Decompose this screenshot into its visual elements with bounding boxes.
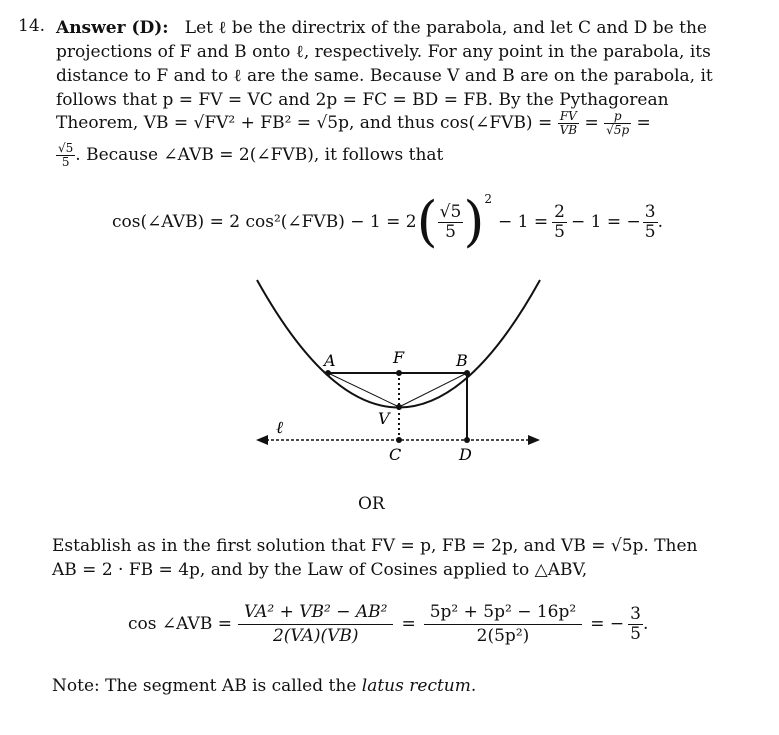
- point-d: [464, 437, 470, 443]
- p1-line6-text: . Because ∠AVB = 2(∠FVB), it follows that: [75, 145, 444, 166]
- label-v: V: [378, 409, 390, 428]
- directrix-right-arrow: [528, 435, 540, 445]
- paragraph-1-line-2: projections of F and B onto ℓ, respectively. For any point in the parabola, its: [56, 42, 711, 62]
- fraction-numerator: √5: [439, 201, 462, 222]
- problem-number: 14.: [18, 16, 46, 36]
- segment-vb: [399, 373, 467, 407]
- point-c: [396, 437, 402, 443]
- label-c: C: [389, 445, 402, 464]
- eq1-exponent: 2: [484, 192, 493, 206]
- fraction-numerator: √5: [58, 141, 74, 155]
- fraction-denominator: √5p: [606, 123, 630, 138]
- eq2-fraction-1: [238, 603, 394, 645]
- eq2-equals-neg: = −: [590, 614, 625, 634]
- fraction-denominator: 2(VA)(VB): [272, 625, 359, 646]
- fraction-denominator: 2(5p²): [476, 625, 530, 646]
- point-f: [396, 370, 402, 376]
- label-f: F: [393, 348, 405, 367]
- label-d: D: [459, 445, 472, 464]
- note-suffix: .: [470, 676, 477, 696]
- eq1-mid2: − 1 = −: [570, 212, 641, 232]
- paragraph-2-line-2: AB = 2 · FB = 4p, and by the Law of Cosines applied to △ABV,: [52, 560, 588, 580]
- eq2-equals: =: [401, 614, 416, 634]
- note-term: latus rectum: [361, 676, 471, 696]
- fraction-numerator: 5p² + 5p² − 16p²: [424, 603, 582, 625]
- directrix-left-arrow: [256, 435, 268, 445]
- p1-line5-text: Theorem, VB = √FV² + FB² = √5p, and thus cos(∠FVB) =: [56, 113, 553, 134]
- fraction-numerator: 3: [630, 603, 641, 624]
- segment-va: [328, 373, 399, 407]
- eq1-lhs: cos(∠AVB) = 2 cos²(∠FVB) − 1 = 2: [112, 212, 417, 232]
- fraction-denominator: 5: [61, 155, 70, 170]
- paragraph-2-line-1: Establish as in the first solution that FV = p, FB = 2p, and VB = √5p. Then: [52, 536, 698, 556]
- fraction-denominator: VB: [559, 123, 578, 138]
- equation-law-of-cosines: [128, 596, 648, 652]
- eq2-fraction-2: [424, 603, 582, 645]
- paragraph-1-line-4: follows that p = FV = VC and 2p = FC = BD = FB. By the Pythagorean: [56, 90, 669, 110]
- note-prefix: Note: The segment AB is called the: [52, 676, 357, 696]
- fraction-denominator: 5: [644, 221, 656, 242]
- fraction-numerator: 3: [644, 201, 656, 222]
- equals-sign: =: [636, 113, 651, 134]
- fraction-numerator: VA² + VB² − AB²: [238, 603, 394, 625]
- or-separator: OR: [358, 494, 385, 514]
- eq1-end: .: [657, 212, 663, 232]
- right-paren: ): [463, 190, 485, 253]
- label-b: B: [456, 351, 468, 370]
- fraction-denominator: 5: [554, 221, 565, 242]
- eq2-lhs: cos ∠AVB =: [128, 614, 232, 634]
- eq1-mid: − 1 =: [498, 212, 549, 232]
- label-ell: ℓ: [276, 418, 284, 438]
- point-v: [396, 404, 402, 410]
- fraction-numerator: FV: [558, 110, 579, 124]
- label-a: A: [324, 351, 336, 370]
- fraction-numerator: 2: [554, 201, 565, 222]
- fraction-denominator: 5: [445, 221, 456, 242]
- eq2-fraction-3: [628, 605, 643, 643]
- fraction-numerator: p: [604, 110, 631, 124]
- left-paren: (: [416, 190, 438, 253]
- equals-sign: =: [584, 113, 599, 134]
- p1-line1-text: Let ℓ be the directrix of the parabola, and let C and D be the: [184, 18, 707, 38]
- point-a: [325, 370, 331, 376]
- answer-label: Answer (D):: [56, 18, 169, 38]
- paragraph-1-line-3: distance to F and to ℓ are the same. Because V and B are on the parabola, it: [56, 66, 713, 86]
- eq2-end: .: [642, 614, 649, 634]
- note: [52, 676, 476, 696]
- fraction-denominator: 5: [630, 623, 641, 644]
- point-b: [464, 370, 470, 376]
